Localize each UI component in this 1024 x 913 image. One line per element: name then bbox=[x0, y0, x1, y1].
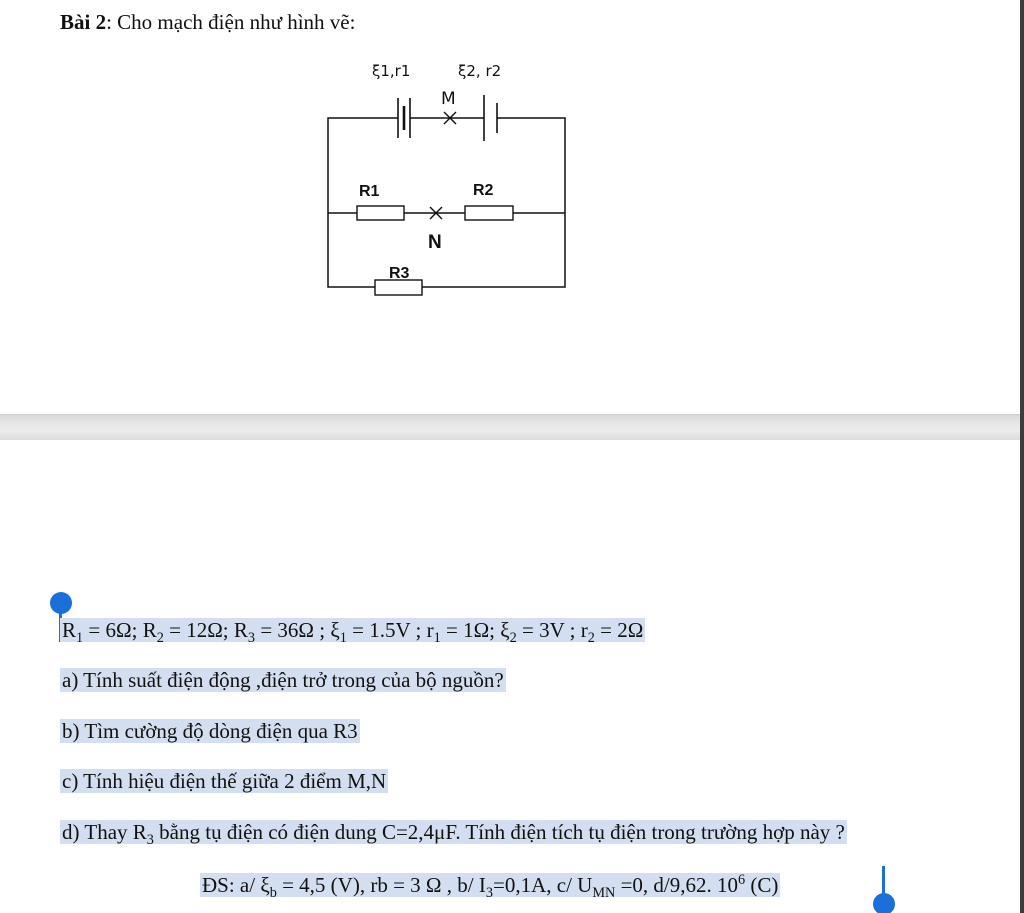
r2-label: R2 bbox=[473, 182, 494, 199]
question-b-text: b) Tìm cường độ dòng điện qua R3 bbox=[62, 719, 358, 743]
given-values-line bbox=[60, 616, 645, 647]
page-divider bbox=[0, 414, 1024, 442]
resistor-r2 bbox=[465, 206, 513, 220]
question-c bbox=[60, 767, 388, 795]
r1-label: R1 bbox=[359, 183, 380, 200]
battery-2-icon bbox=[484, 95, 497, 141]
question-b bbox=[60, 717, 360, 745]
wire-right bbox=[422, 118, 565, 287]
exercise-heading bbox=[60, 10, 355, 35]
window-edge bbox=[1020, 0, 1024, 913]
resistor-r3 bbox=[375, 280, 422, 295]
exercise-prompt: : Cho mạch điện như hình vẽ: bbox=[106, 10, 356, 34]
answer-text: ĐS: a/ $\xi_b = 4,5$ (V), rb = 3 Ω , b/ $I_3=0,1A$, c/ $U_{MN} =0$, d/9,62. $10^6$ (C) bbox=[202, 872, 779, 902]
answer-line bbox=[200, 871, 780, 902]
r3-label: R3 bbox=[389, 265, 410, 282]
given-values-highlight: $R_1 = 6\Omega$; $R_2 = 12\Omega$; $R_3 = 36\Omega$ ; $\xi_1 = 1.5V$ ; $r_1 = 1\Omega$; $\xi_2 = 3V$ ; $r_2 = 2\Omega$ bbox=[62, 618, 644, 647]
question-d-text: d) Thay $R_3$ bằng tụ điện có điện dung C=2,4μF. Tính điện tích tụ điện trong trường hợp này ? bbox=[62, 820, 845, 849]
wire-left bbox=[328, 118, 398, 287]
source-2-label: ξ2, r2 bbox=[458, 62, 502, 80]
source-1-label: ξ1,r1 bbox=[372, 62, 411, 80]
question-a-text: a) Tính suất điện động ,điện trở trong của bộ nguồn? bbox=[62, 668, 504, 692]
resistor-r1 bbox=[357, 206, 404, 220]
selection-start-handle[interactable] bbox=[50, 592, 72, 614]
battery-1-icon bbox=[398, 98, 410, 138]
question-d bbox=[60, 818, 847, 849]
exercise-number: Bài 2 bbox=[60, 10, 107, 34]
question-c-text: c) Tính hiệu điện thế giữa 2 điểm M,N bbox=[62, 769, 387, 793]
selection-end-handle[interactable] bbox=[873, 893, 895, 913]
circuit-diagram bbox=[300, 50, 600, 310]
point-m-label: M bbox=[441, 89, 456, 109]
point-n-label: N bbox=[428, 232, 442, 253]
question-a bbox=[60, 666, 506, 694]
